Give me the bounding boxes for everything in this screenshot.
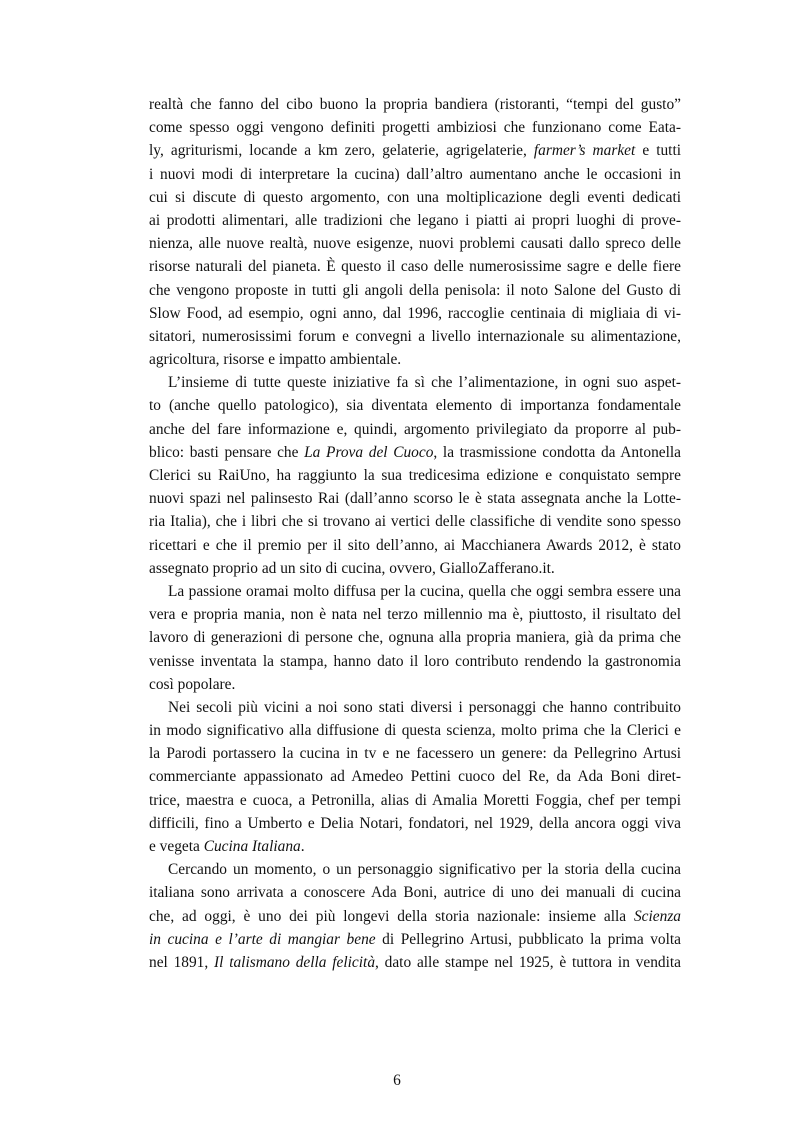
- text-run: Cercando un momento, o un personaggio significativo per la storia della cucina: [168, 861, 681, 879]
- text-line: [149, 626, 681, 649]
- paragraph: [149, 371, 681, 580]
- text-line: [149, 441, 681, 464]
- text-line: [149, 371, 681, 394]
- text-line: [149, 742, 681, 765]
- text-run: , la trasmissione condotta da Antonella: [433, 443, 681, 461]
- text-line: [149, 93, 681, 116]
- text-line: [149, 163, 681, 186]
- text-line: [149, 765, 681, 788]
- text-line: [149, 881, 681, 904]
- text-run: agricoltura, risorse e impatto ambientale.: [149, 351, 402, 369]
- text-run: ria Italia), che i libri che si trovano ai vertici delle classifiche di vendite sono spesso: [149, 513, 681, 531]
- text-run: blico: basti pensare che: [149, 443, 305, 461]
- text-run: commerciante appassionato ad Amedeo Pettini cuoco del Re, da Ada Boni diret-: [149, 768, 681, 786]
- text-run: come spesso oggi vengono definiti progetti ambiziosi che funzionano come Eata-: [149, 119, 681, 137]
- text-run: difficili, fino a Umberto e Delia Notari, fondatori, nel 1929, della ancora oggi viva: [149, 814, 681, 832]
- text-line: [149, 905, 681, 928]
- text-line: [149, 279, 681, 302]
- text-run: cui si discute di questo argomento, con una moltiplicazione degli eventi dedicati: [149, 188, 681, 206]
- text-run: così popolare.: [149, 675, 236, 693]
- paragraph: [149, 93, 681, 371]
- text-line: [149, 534, 681, 557]
- text-run: Slow Food, ad esempio, ogni anno, dal 1996, raccoglie centinaia di migliaia di vi-: [149, 304, 681, 322]
- text-line: [149, 116, 681, 139]
- text-run: la Parodi portassero la cucina in tv e ne facessero un genere: da Pellegrino Artusi: [149, 745, 681, 763]
- text-line: [149, 255, 681, 278]
- text-line: [149, 789, 681, 812]
- paragraph: [149, 696, 681, 858]
- text-line: [149, 951, 681, 974]
- text-run: assegnato proprio ad un sito di cucina, ovvero, GialloZafferano.it.: [149, 559, 555, 577]
- text-run: trice, maestra e cuoca, a Petronilla, alias di Amalia Moretti Foggia, chef per tempi: [149, 791, 681, 809]
- text-run: venisse inventata la stampa, hanno dato il loro contributo rendendo la gastronomia: [149, 652, 681, 670]
- text-run: che vengono proposte in tutti gli angoli della penisola: il noto Salone del Gusto di: [149, 281, 681, 299]
- text-run: lavoro di generazioni di persone che, ognuna alla propria maniera, già da prima che: [149, 629, 681, 647]
- text-line: [149, 603, 681, 626]
- italic-text: La Prova del Cuoco: [304, 443, 434, 461]
- page-body: [149, 93, 681, 974]
- text-line: [149, 394, 681, 417]
- text-run: vera e propria mania, non è nata nel terzo millennio ma è, piuttosto, il risultato del: [149, 606, 681, 624]
- text-line: [149, 186, 681, 209]
- text-run: to (anche quello patologico), sia diventata elemento di importanza fondamentale: [149, 397, 681, 415]
- text-run: L’insieme di tutte queste iniziative fa sì che l’alimentazione, in ogni suo aspet-: [168, 374, 681, 392]
- text-run: , dato alle stampe nel 1925, è tuttora in vendita: [375, 953, 681, 971]
- text-run: anche del fare informazione e, quindi, argomento privilegiato da proporre al pub-: [149, 420, 681, 438]
- text-line: [149, 719, 681, 742]
- text-line: [149, 580, 681, 603]
- text-run: risorse naturali del pianeta. È questo il caso delle numerosissime sagre e delle fiere: [149, 258, 681, 276]
- text-line: [149, 650, 681, 673]
- text-line: [149, 325, 681, 348]
- italic-text: in cucina e l’arte di mangiar bene: [149, 930, 376, 948]
- text-run: italiana sono arrivata a conoscere Ada Boni, autrice di uno dei manuali di cucina: [149, 884, 681, 902]
- text-run: ly, agriturismi, locande a km zero, gelaterie, agrigelaterie,: [149, 142, 534, 160]
- text-line: [149, 487, 681, 510]
- text-run: nel 1891,: [149, 953, 215, 971]
- text-run: e vegeta: [149, 838, 204, 855]
- text-line: [149, 464, 681, 487]
- italic-text: Scienza: [633, 907, 681, 925]
- text-run: nienza, alle nuove realtà, nuove esigenze, nuovi problemi causati dallo spreco delle: [149, 235, 681, 253]
- text-run: di Pellegrino Artusi, pubblicato la prima volta: [375, 930, 681, 948]
- text-line: [149, 348, 681, 371]
- text-run: in modo significativo alla diffusione di questa scienza, molto prima che la Clerici e: [149, 722, 681, 740]
- paragraph: [149, 580, 681, 696]
- page-number: 6: [393, 1072, 401, 1089]
- paragraph: [149, 858, 681, 974]
- italic-text: farmer’s market: [533, 142, 636, 160]
- text-run: ricettari e che il premio per il sito dell’anno, ai Macchianera Awards 2012, è stato: [149, 536, 681, 554]
- text-line: [149, 302, 681, 325]
- text-run: .: [300, 838, 305, 855]
- text-line: [149, 418, 681, 441]
- text-line: [149, 858, 681, 881]
- text-line: [149, 232, 681, 255]
- text-line: [149, 673, 681, 696]
- text-line: [149, 835, 681, 858]
- italic-text: Cucina Italiana: [203, 838, 301, 855]
- text-run: sitatori, numerosissimi forum e convegni a livello internazionale su alimentazione,: [149, 327, 681, 345]
- text-line: [149, 928, 681, 951]
- text-run: ai prodotti alimentari, alle tradizioni che legano i piatti ai propri luoghi di prove-: [149, 211, 681, 229]
- text-line: [149, 812, 681, 835]
- text-run: e tutti: [635, 142, 681, 160]
- text-line: [149, 557, 681, 580]
- text-run: che, ad oggi, è uno dei più longevi della storia nazionale: insieme alla: [149, 907, 634, 925]
- text-run: Nei secoli più vicini a noi sono stati diversi i personaggi che hanno contribuito: [168, 698, 681, 716]
- text-line: [149, 510, 681, 533]
- text-run: Clerici su RaiUno, ha raggiunto la sua tredicesima edizione e conquistato sempre: [149, 467, 681, 484]
- text-line: [149, 139, 681, 162]
- text-line: [149, 209, 681, 232]
- text-run: i nuovi modi di interpretare la cucina) dall’altro aumentano anche le occasioni in: [149, 165, 681, 183]
- text-run: nuovi spazi nel palinsesto Rai (dall’anno scorso le è stata assegnata anche la Lotte-: [149, 490, 681, 508]
- italic-text: Il talismano della felicità: [214, 953, 376, 971]
- text-run: La passione oramai molto diffusa per la cucina, quella che oggi sembra essere una: [168, 582, 681, 600]
- text-line: [149, 696, 681, 719]
- text-run: realtà che fanno del cibo buono la propria bandiera (ristoranti, “tempi del gusto”: [149, 96, 681, 113]
